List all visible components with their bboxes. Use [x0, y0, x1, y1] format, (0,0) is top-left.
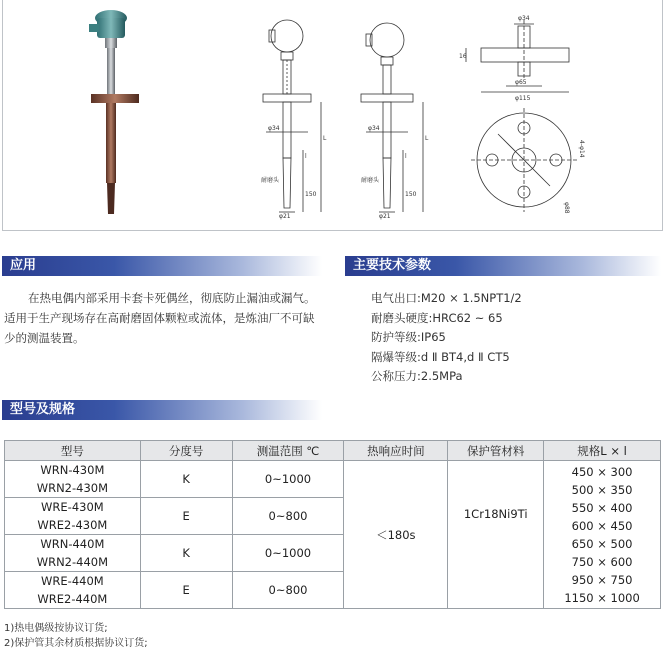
dim-150-a: 150 — [305, 191, 317, 198]
col-grade: 分度号 — [140, 441, 232, 461]
grade-cell: K — [140, 535, 232, 572]
material-cell: 1Cr18Ni9Ti — [448, 461, 544, 609]
col-model: 型号 — [5, 441, 141, 461]
col-response: 热响应时间 — [344, 441, 448, 461]
application-title: 应用 — [10, 258, 37, 273]
response-cell: ＜180s — [344, 461, 448, 609]
models-title: 型号及规格 — [10, 402, 76, 417]
range-cell: 0~800 — [232, 498, 344, 535]
grade-cell: K — [140, 461, 232, 498]
table-header-row — [5, 441, 661, 461]
tech-title: 主要技术参数 — [353, 258, 432, 273]
dim-phi21-b: φ21 — [379, 213, 391, 220]
note-2: 2)保护管其余材质根据协议订货; — [4, 638, 148, 649]
table-row — [5, 461, 661, 498]
dim-phi115: φ115 — [515, 95, 531, 102]
dim-phi21-a: φ21 — [279, 213, 291, 220]
dim-L-a: L — [323, 135, 327, 142]
application-text: 在热电偶内部采用卡套卡死偶丝，彻底防止漏油或漏气。适用于生产现场存在高耐磨固体颗粒或流体，是炼油厂不可缺少的测温装置。 — [4, 291, 316, 345]
range-cell: 0~1000 — [232, 461, 344, 498]
dim-phi34-a: φ34 — [268, 125, 280, 132]
note-1: 1)热电偶级按协议订货; — [4, 623, 108, 634]
range-cell: 0~1000 — [232, 535, 344, 572]
tech-header — [345, 256, 661, 276]
dim-l-b: l — [405, 153, 407, 160]
models-header — [2, 400, 322, 420]
dim-phi34-b: φ34 — [368, 125, 380, 132]
spec-explosion: 隔爆等级:d Ⅱ BT4,d Ⅱ CT5 — [371, 349, 510, 364]
dim-16: 16 — [459, 53, 467, 60]
range-cell: 0~800 — [232, 572, 344, 609]
application-header — [2, 256, 322, 276]
tech-specs — [371, 289, 522, 387]
models-table — [4, 440, 661, 609]
col-material: 保护管材料 — [448, 441, 544, 461]
product-drawings — [3, 0, 662, 230]
model-cell: WRE-440M WRE2-440M — [5, 572, 141, 609]
col-range: 测温范围 ℃ — [232, 441, 344, 461]
wear-head-label-b: 耐磨头 — [361, 177, 380, 184]
wear-head-label-a: 耐磨头 — [261, 177, 280, 184]
col-size: 规格L × l — [544, 441, 661, 461]
dim-150-b: 150 — [405, 191, 417, 198]
size-cell: 450 × 300 500 × 350 550 × 400 600 × 450 650 × 500 750 × 600 950 × 750 1150 × 1000 — [544, 461, 661, 609]
dim-phi88: φ88 — [563, 202, 570, 214]
spec-pressure: 公称压力:2.5MPa — [371, 369, 463, 383]
model-cell: WRN-440M WRN2-440M — [5, 535, 141, 572]
spec-protection: 防护等级:IP65 — [371, 330, 446, 344]
model-cell: WRE-430M WRE2-430M — [5, 498, 141, 535]
flange-top-view — [471, 108, 577, 212]
grade-cell: E — [140, 572, 232, 609]
product-photo — [89, 10, 139, 214]
dim-phi65: φ65 — [515, 79, 527, 86]
dim-l-a: l — [305, 153, 307, 160]
grade-cell: E — [140, 498, 232, 535]
dim-phi34-top: φ34 — [518, 15, 530, 22]
figure-panel — [2, 0, 663, 231]
spec-hardness: 耐磨头硬度:HRC62 ~ 65 — [371, 310, 503, 325]
dim-holes: 4-φ14 — [578, 140, 585, 158]
dim-L-b: L — [425, 135, 429, 142]
model-cell: WRN-430M WRN2-430M — [5, 461, 141, 498]
spec-electrical: 电气出口:M20 × 1.5NPT1/2 — [371, 291, 522, 305]
